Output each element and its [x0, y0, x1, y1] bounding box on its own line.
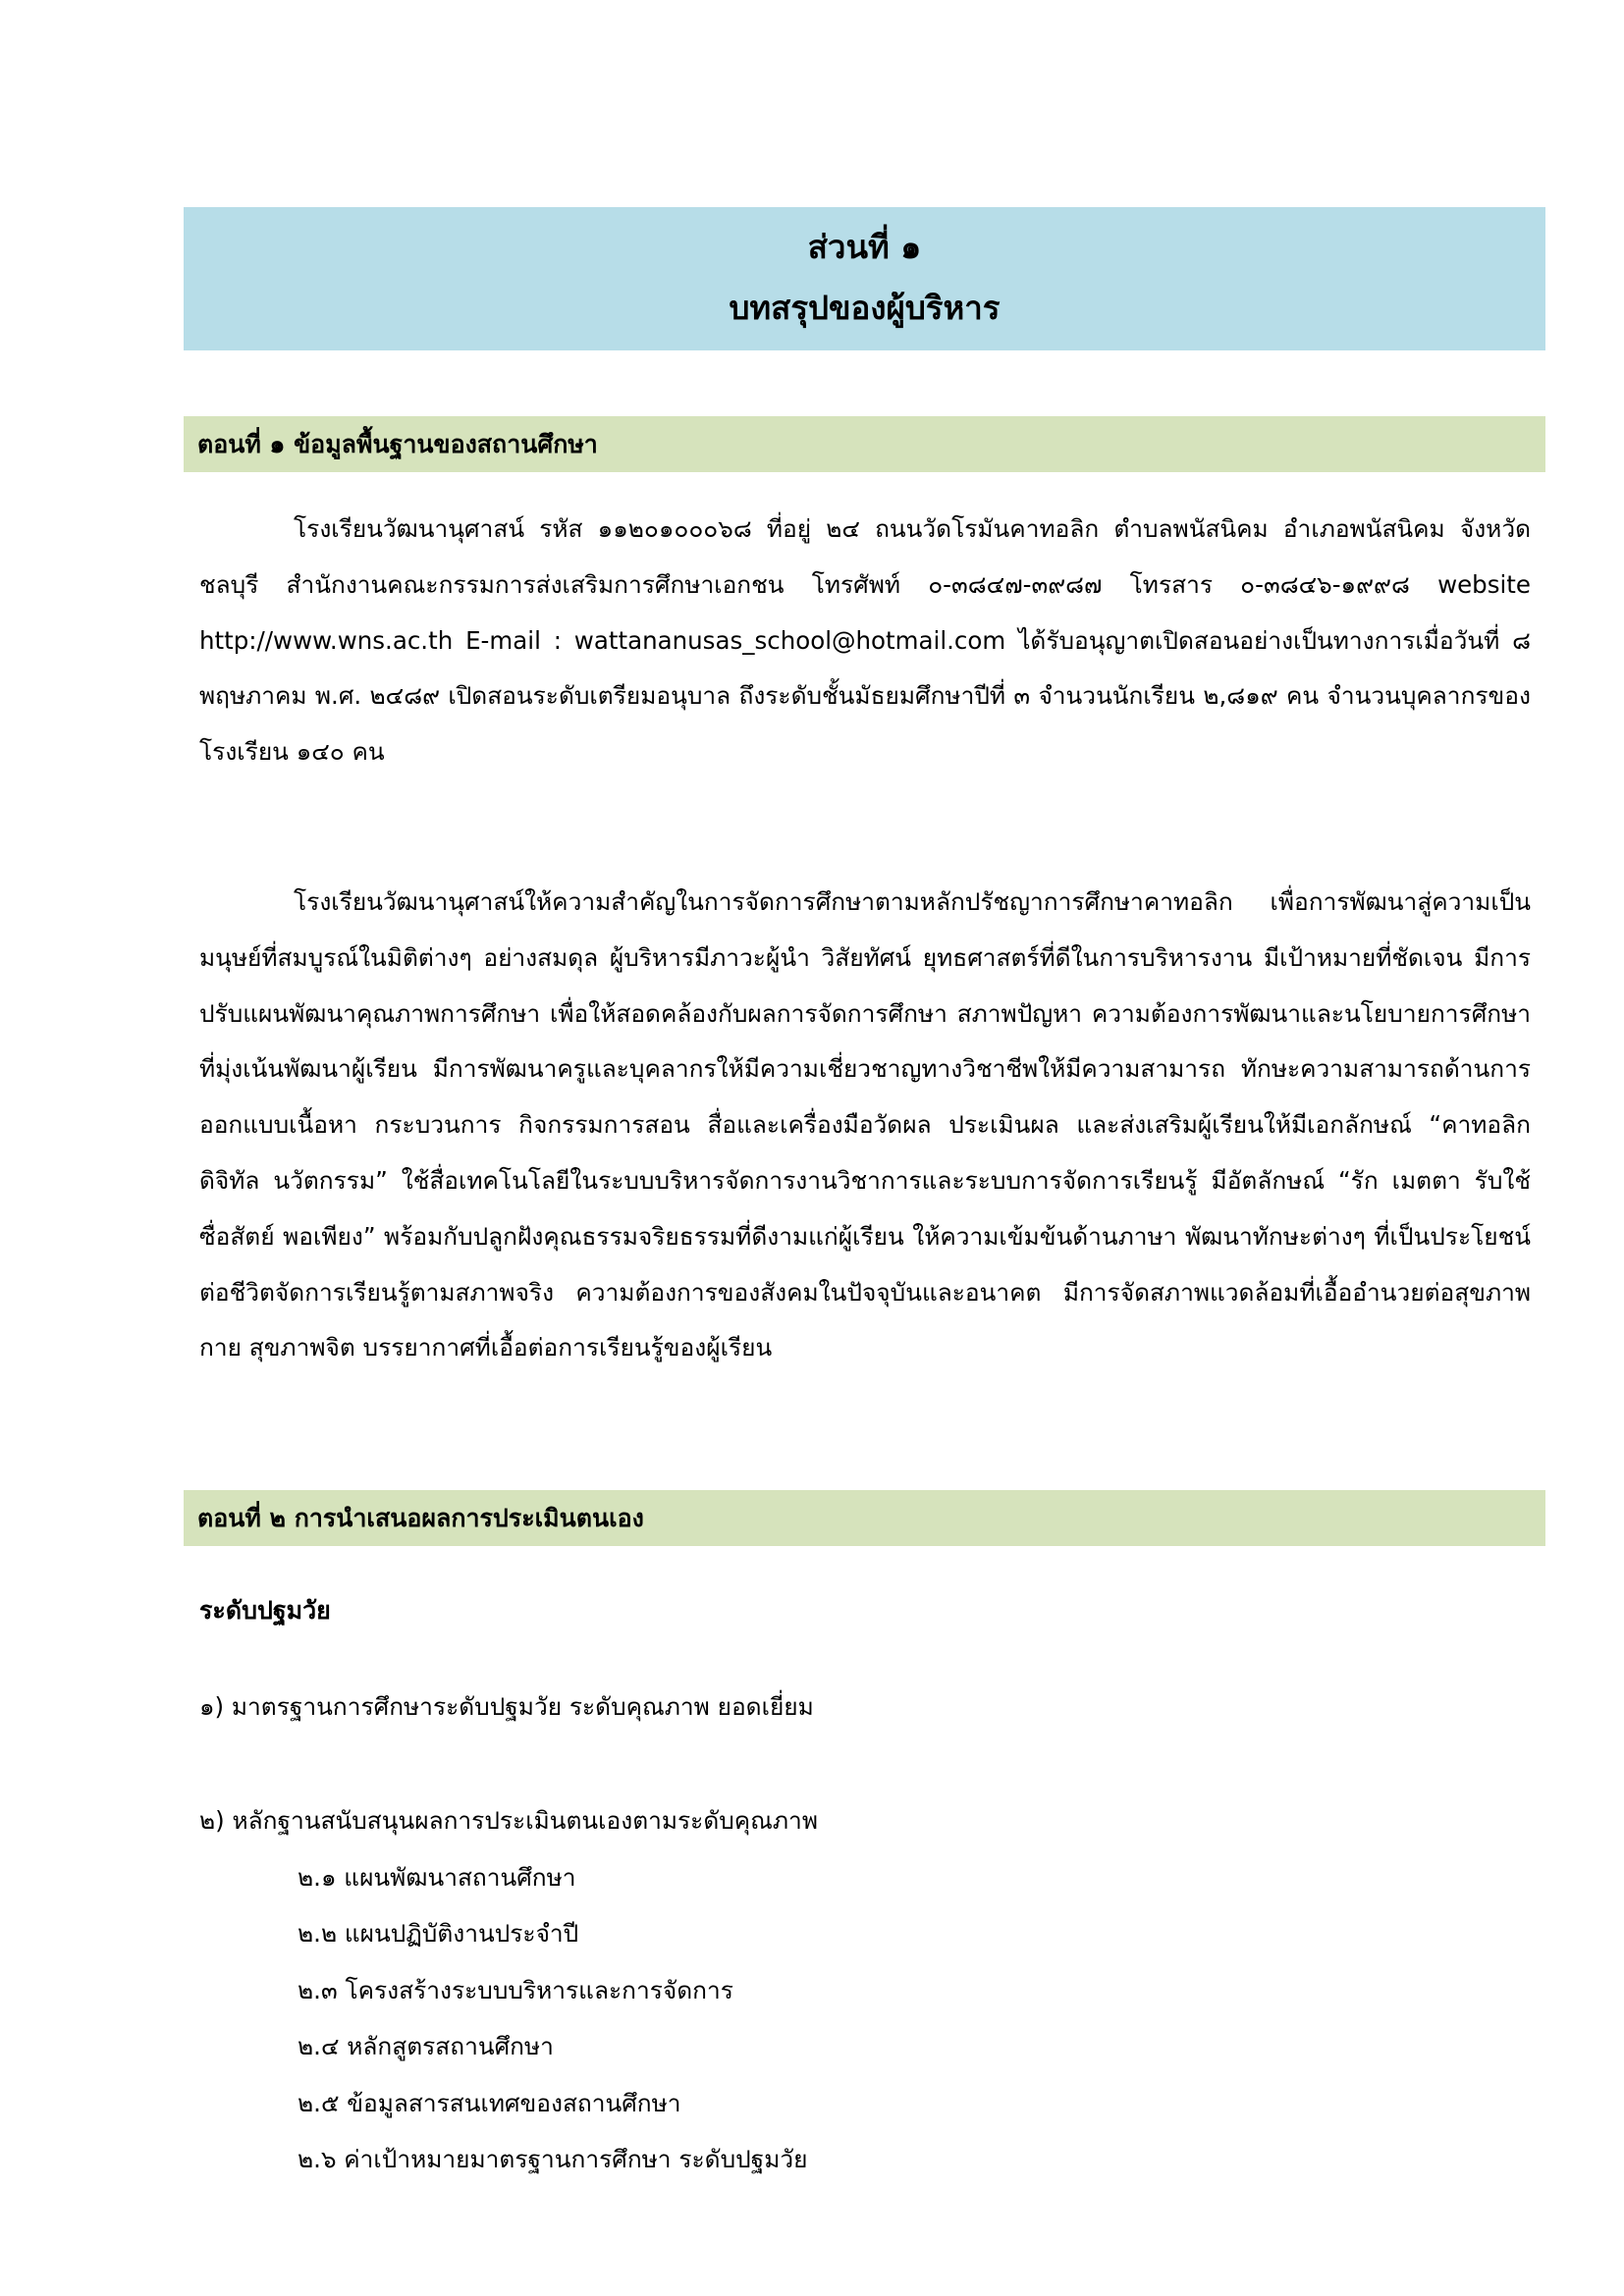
part-title-banner — [184, 207, 1545, 350]
section-1-heading: ตอนที่ ๑ ข้อมูลพื้นฐานของสถานศึกษา — [184, 416, 1545, 472]
sub-list-item: ๒.๕ ข้อมูลสารสนเทศของสถานศึกษา — [298, 2089, 681, 2117]
school-philosophy-paragraph: โรงเรียนวัฒนานุศาสน์ให้ความสำคัญในการจัดการศึกษาตามหลักปรัชญาการศึกษาคาทอลิก เพื่อการพัฒนาสู่ความเป็นมนุษย์ที่สมบูรณ์ในมิติต่างๆ อย่างสมดุล ผู้บริหารมีภาวะผู้นำ วิสัยทัศน์ ยุทธศาสตร์ที่ดีในการบริหารงาน มีเป้าหมายที่ชัดเจน มีการปรับแผนพัฒนาคุณภาพการศึกษา เพื่อให้สอดคล้องกับผลการจัดการศึกษา สภาพปัญหา ความต้องการพัฒนาและนโยบายการศึกษาที่มุ่งเน้นพัฒนาผู้เรียน มีการพัฒนาครูและบุคลากรให้มีความเชี่ยวชาญทางวิชาชีพให้มีความสามารถ ทักษะความสามารถด้านการออกแบบเนื้อหา กระบวนการ กิจกรรมการสอน สื่อและเครื่องมือวัดผล ประเมินผล และส่งเสริมผู้เรียนให้มีเอกลักษณ์ “คาทอลิก ดิจิทัล นวัตกรรม” ใช้สื่อเทคโนโลยีในระบบบริหารจัดการงานวิชาการและระบบการจัดการเรียนรู้ มีอัตลักษณ์ “รัก เมตตา รับใช้ ซื่อสัตย์ พอเพียง” พร้อมกับปลูกฝังคุณธรรมจริยธรรมที่ดีงามแก่ผู้เรียน ให้ความเข้มข้นด้านภาษา พัฒนาทักษะต่างๆ ที่เป็นประโยชน์ต่อชีวิตจัดการเรียนรู้ตามสภาพจริง ความต้องการของสังคมในปัจจุบันและอนาคต มีการจัดสภาพแวดล้อมที่เอื้ออำนวยต่อสุขภาพกาย สุขภาพจิต บรรยากาศที่เอื้อต่อการเรียนรู้ของผู้เรียน — [199, 887, 1531, 1362]
sub-list-item: ๒.๑ แผนพัฒนาสถานศึกษา — [298, 1863, 576, 1892]
sub-list-item: ๒.๓ โครงสร้างระบบบริหารและการจัดการ — [298, 1976, 733, 2004]
list-item-standard: ๑) มาตรฐานการศึกษาระดับปฐมวัย ระดับคุณภาพ ยอดเยี่ยม — [199, 1692, 814, 1721]
list-item-evidence: ๒) หลักฐานสนับสนุนผลการประเมินตนเองตามระดับคุณภาพ — [199, 1806, 818, 1835]
school-info-paragraph: โรงเรียนวัฒนานุศาสน์ รหัส ๑๑๒๐๑๐๐๐๖๘ ที่อยู่ ๒๔ ถนนวัดโรมันคาทอลิก ตำบลพนัสนิคม อำเภอพนัสนิคม จังหวัดชลบุรี สำนักงานคณะกรรมการส่งเสริมการศึกษาเอกชน โทรศัพท์ ๐-๓๘๔๗-๓๙๘๗ โทรสาร ๐-๓๘๔๖-๑๙๙๘ website http://www.wns.ac.th E-mail : wattananusas_school@hotmail.com ได้รับอนุญาตเปิดสอนอย่างเป็นทางการเมื่อวันที่ ๘ พฤษภาคม พ.ศ. ๒๔๘๙ เปิดสอนระดับเตรียมอนุบาล ถึงระดับชั้นมัธยมศึกษาปีที่ ๓ จำนวนนักเรียน ๒,๘๑๙ คน จำนวนบุคลากรของโรงเรียน ๑๔๐ คน — [199, 514, 1531, 767]
part-number-title: ส่วนที่ ๑ — [807, 228, 922, 266]
part-title: บทสรุปของผู้บริหาร — [729, 289, 1001, 327]
level-heading: ระดับปฐมวัย — [199, 1596, 331, 1625]
sub-list-item: ๒.๖ ค่าเป้าหมายมาตรฐานการศึกษา ระดับปฐมวัย — [298, 2145, 808, 2173]
sub-list-item: ๒.๔ หลักสูตรสถานศึกษา — [298, 2032, 554, 2060]
sub-list-item: ๒.๒ แผนปฏิบัติงานประจำปี — [298, 1919, 579, 1948]
section-2-heading: ตอนที่ ๒ การนำเสนอผลการประเมินตนเอง — [184, 1490, 1545, 1546]
